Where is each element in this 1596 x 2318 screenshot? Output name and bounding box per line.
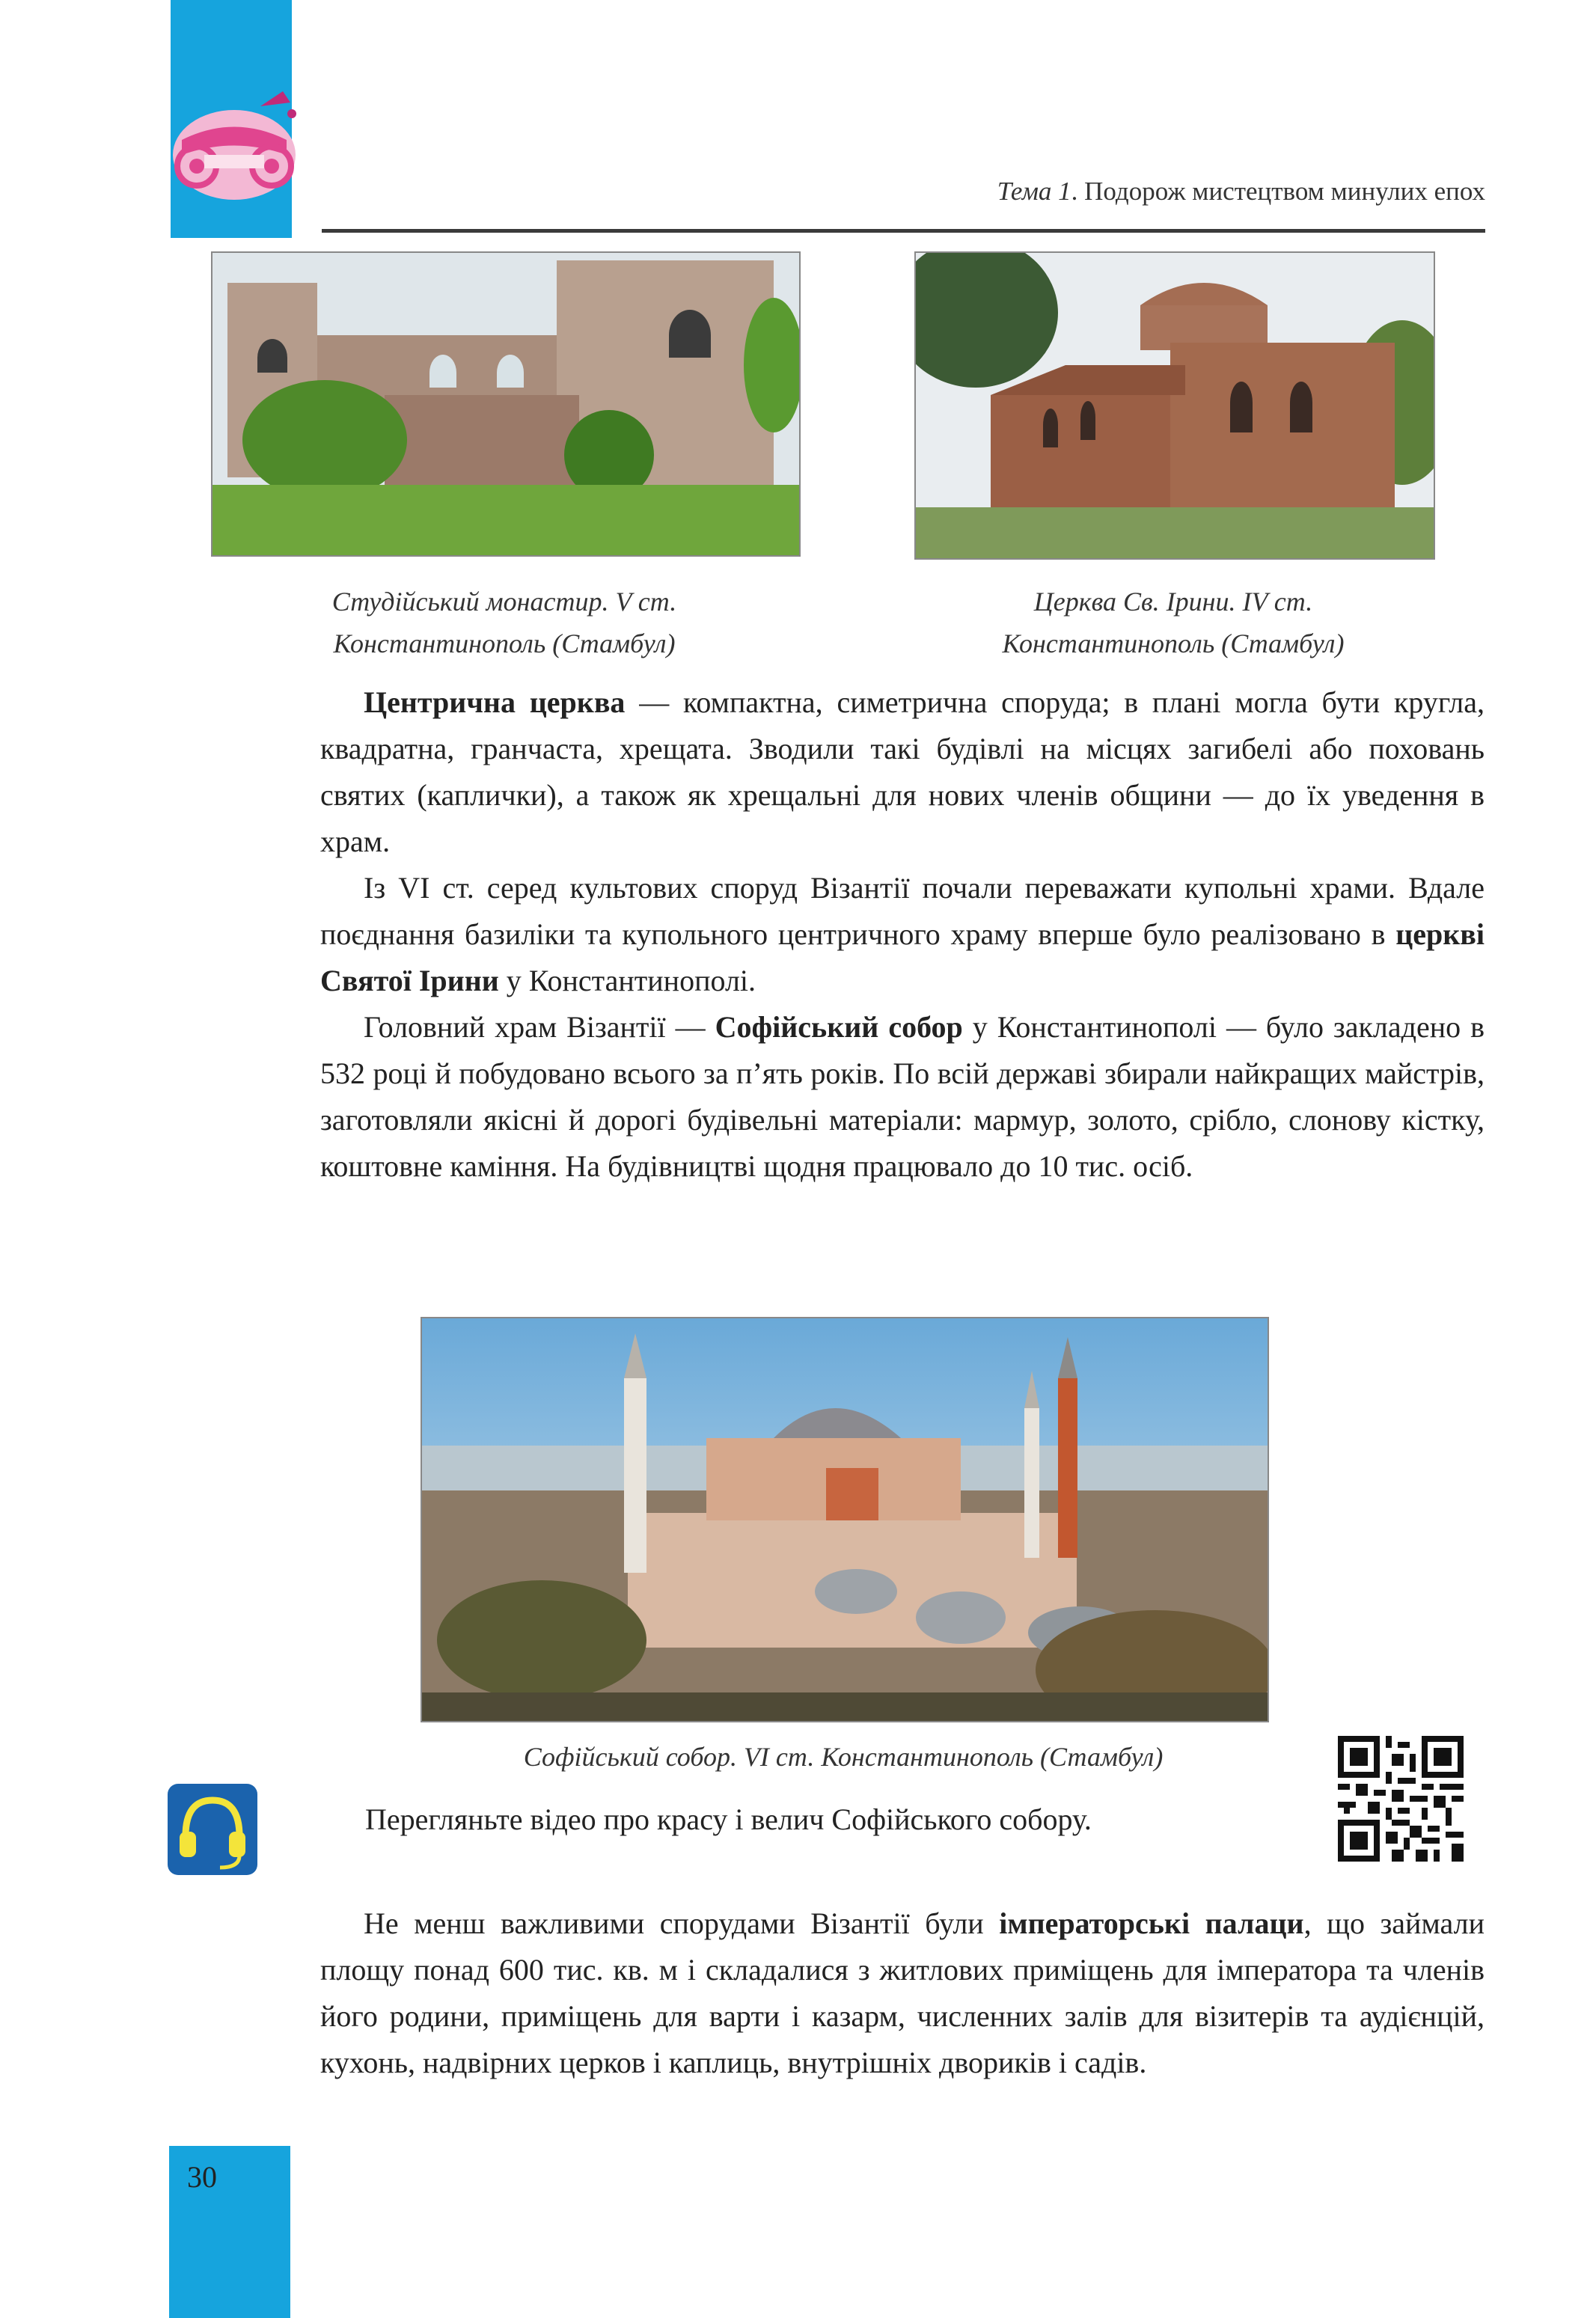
term-st-irene: церкві Святої Ірини <box>320 917 1485 997</box>
st-irene-caption <box>914 581 1432 664</box>
studios-caption-line1: Студійський монастир. V ст. <box>331 587 677 617</box>
qr-code-icon[interactable] <box>1338 1736 1464 1862</box>
studios-caption <box>211 581 798 664</box>
paragraph-centric-church-text: — компактна, симетрична споруда; в плані могла бути кругла, квадратна, гранчаста, хрещата. Зводили такі будівлі на місцях загибелі або поховань святих (каплички), а також як хрещальні для нових членів общини — до їх уведення в храм. <box>320 685 1485 858</box>
term-centric-church: Центрична церква <box>364 685 626 719</box>
hagia-sophia-caption: Софійський собор. VI ст. Константинополь (Стамбул) <box>523 1742 1164 1772</box>
paragraph-domed-churches-text-a: Із VI ст. серед культових споруд Візантії почали переважати купольні храми. Вдале поєднання базиліки та купольного центричного храму вперше було реалізовано в <box>320 871 1485 951</box>
paragraph-centric-church <box>320 679 1485 865</box>
st-irene-caption-line2: Константинополь (Стамбул) <box>1002 629 1345 658</box>
paragraph-imperial-palaces-text-b: , що займали площу понад 600 тис. кв. м і складалися з житлових приміщень для імператора та членів його родини, приміщень для варти і казарм, численних залів для візитерів та аудієнцій, кухонь, надвірних церков і каплиць, внутрішніх двориків і садів. <box>320 1906 1485 2079</box>
text-block-1 <box>320 679 1485 1190</box>
page-number: 30 <box>187 2160 217 2194</box>
paragraph-hagia-sophia-text-b: у Константинополі — було закладено в 532 році й побудовано всього за п’ять років. По всій державі збирали найкращих майстрів, заготовляли якісні й дорогі будівельні матеріали: мармур, золото, срібло, слонову кістку, коштовне каміння. На будівництві щодня працювало до 10 тис. осіб. <box>320 1010 1485 1183</box>
header-rule <box>322 229 1485 233</box>
topic-title: . Подорож мистецтвом минулих епох <box>1071 177 1485 206</box>
page-header-title <box>997 177 1485 207</box>
paragraph-imperial-palaces <box>320 1900 1485 2086</box>
paragraph-domed-churches <box>320 865 1485 1004</box>
text-block-2 <box>320 1900 1485 2086</box>
paragraph-imperial-palaces-text-a: Не менш важливими спорудами Візантії були <box>364 1906 1000 1940</box>
studios-caption-line2: Константинополь (Стамбул) <box>333 629 676 658</box>
topic-label: Тема 1 <box>997 177 1071 206</box>
hagia-sophia-photo <box>421 1317 1269 1722</box>
st-irene-caption-line1: Церква Св. Ірини. IV ст. <box>1033 587 1313 617</box>
paragraph-domed-churches-text-b: у Константинополі. <box>498 964 756 997</box>
term-hagia-sophia: Софійський собор <box>715 1010 963 1044</box>
paragraph-hagia-sophia <box>320 1004 1485 1190</box>
studios-monastery-photo <box>211 251 801 557</box>
ionic-column-icon <box>163 84 305 211</box>
video-prompt: Перегляньте відео про красу і велич Софійського собору. <box>365 1802 1092 1836</box>
term-imperial-palaces: імператорські палаци <box>999 1906 1304 1940</box>
headphones-icon[interactable] <box>168 1784 257 1875</box>
paragraph-hagia-sophia-text-a: Головний храм Візантії — <box>364 1010 715 1044</box>
st-irene-photo <box>914 251 1435 560</box>
